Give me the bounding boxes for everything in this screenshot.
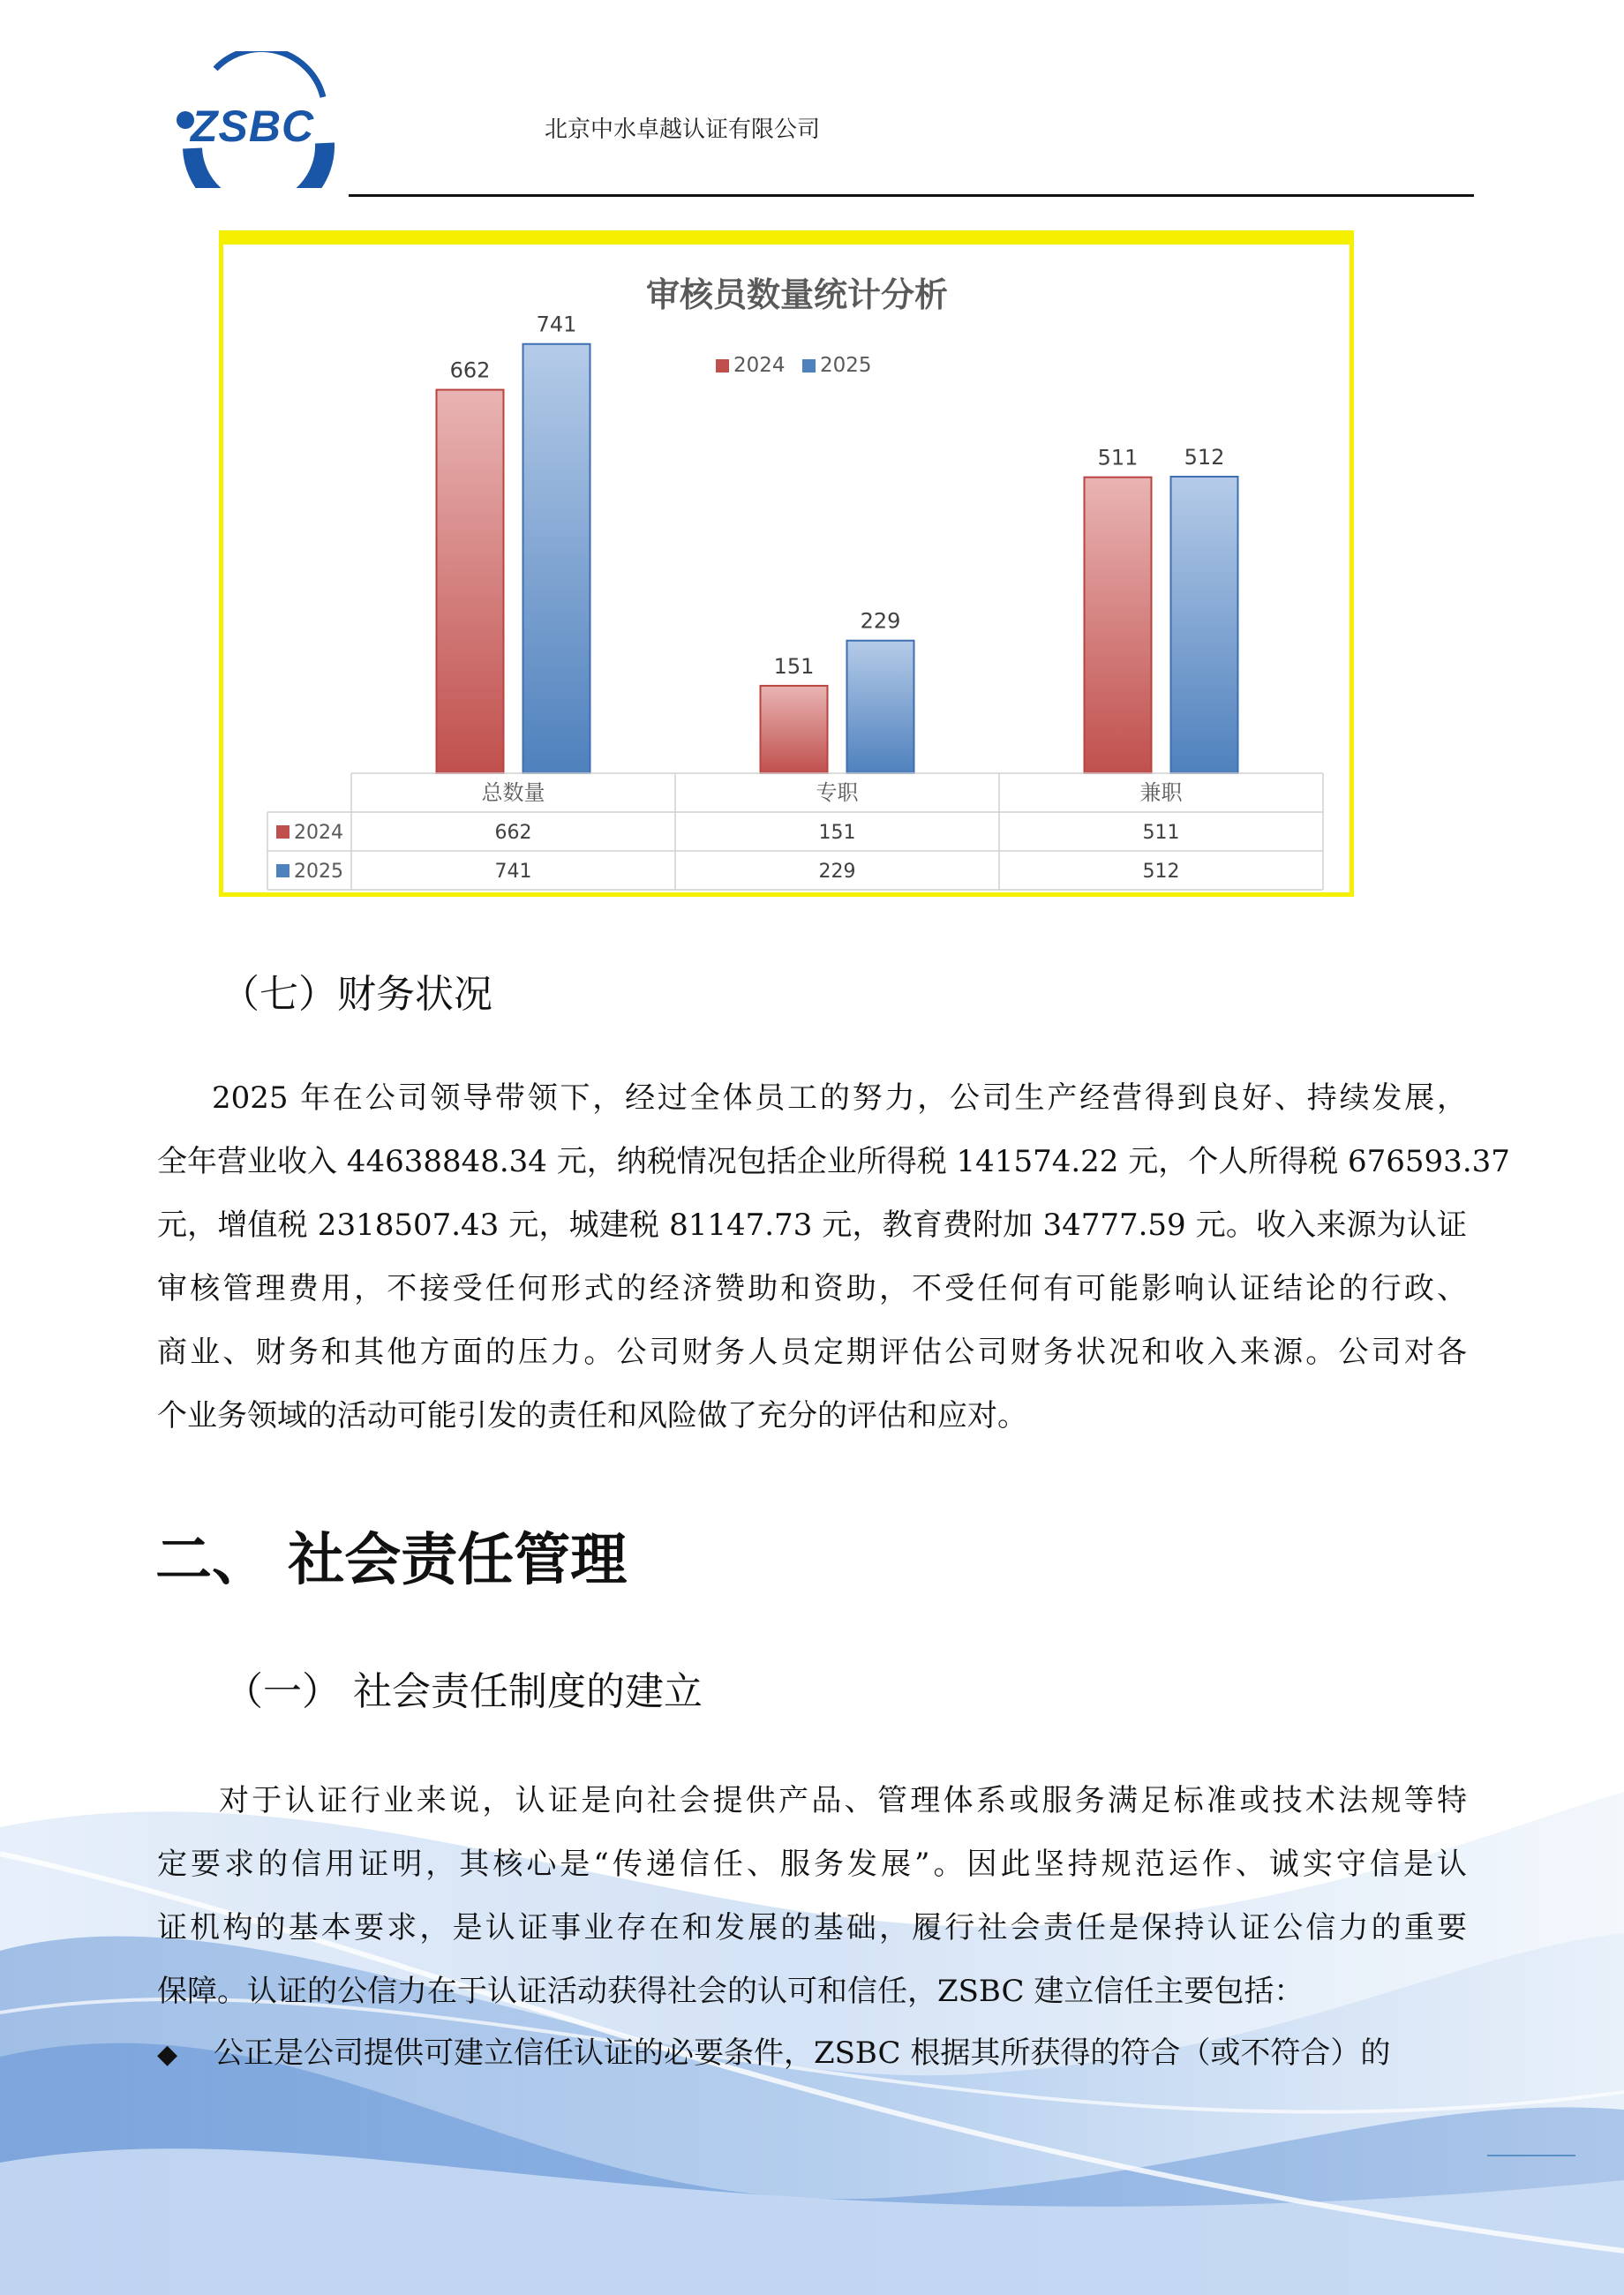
social-responsibility-paragraph [157,1769,1467,2023]
legend-label-2025: 2025 [820,354,872,377]
chart-legend [716,354,872,377]
chart-data-table [267,773,1323,890]
table-series-label: 2024 [294,822,343,844]
value-label-2025-0: 741 [536,312,577,337]
section-heading-finance: （七）财务状况 [221,972,492,1017]
table-cell: 229 [818,861,856,883]
subsection-heading-system: （一） 社会责任制度的建立 [224,1669,703,1714]
legend-label-2024: 2024 [733,354,786,377]
bar-2025-1 [847,641,914,773]
paragraph-line: 个业务领域的活动可能引发的责任和风险做了充分的评估和应对。 [157,1398,1027,1433]
paragraph-line: 审核管理费用，不接受任何形式的经济赞助和资助，不受任何有可能影响认证结论的行政、 [157,1271,1467,1306]
table-cell: 662 [494,822,532,844]
value-label-2025-2: 512 [1184,445,1225,470]
bullet-text: 公正是公司提供可建立信任认证的必要条件，ZSBC 根据其所获得的符合（或不符合）的 [214,2035,1391,2071]
paragraph-line: 定要求的信用证明，其核心是“传递信任、服务发展”。因此坚持规范运作、诚实守信是认 [157,1847,1467,1882]
company-name: 北京中水卓越认证有限公司 [545,117,821,143]
header-divider [349,194,1474,197]
page-decoration-line [1487,2155,1575,2156]
table-category-label: 专职 [816,780,859,805]
bar-2024-1 [761,686,828,773]
paragraph-line: 保障。认证的公信力在于认证活动获得社会的认可和信任，ZSBC 建立信任主要包括： [157,1974,1304,2009]
paragraph-line: 对于认证行业来说，认证是向社会提供产品、管理体系或服务满足标准或技术法规等特 [219,1783,1467,1818]
bullet-item-impartiality [157,2021,1467,2087]
table-cell: 511 [1142,822,1180,844]
table-legend-key-2025 [276,864,289,877]
bar-2025-0 [523,344,590,773]
logo-text: ZSBC [191,102,315,151]
chart-title: 审核员数量统计分析 [645,275,949,314]
auditor-count-chart [219,230,1354,897]
section-heading-social-responsibility: 二、 社会责任管理 [155,1528,628,1593]
paragraph-line: 元，增值税 2318507.43 元，城建税 81147.73 元，教育费附加 34777.59 元。收入来源为认证 [157,1208,1467,1243]
table-category-label: 总数量 [481,780,545,805]
chart-bars [437,344,1238,773]
table-cell: 151 [818,822,856,844]
bar-2025-2 [1171,477,1238,773]
paragraph-line: 2025 年在公司领导带领下，经过全体员工的努力，公司生产经营得到良好、持续发展， [212,1080,1467,1116]
value-label-2024-2: 511 [1097,445,1139,470]
value-label-2024-1: 151 [773,653,815,679]
value-label-2025-1: 229 [860,608,901,634]
finance-paragraph [157,1066,1510,1448]
paragraph-line: 证机构的基本要求，是认证事业存在和发展的基础，履行社会责任是保持认证公信力的重要 [157,1910,1467,1945]
company-logo [173,51,350,188]
paragraph-line: 全年营业收入 44638848.34 元，纳税情况包括企业所得税 141574.22 元，个人所得税 676593.37 [157,1144,1510,1179]
table-legend-key-2024 [276,825,289,839]
paragraph-line: 商业、财务和其他方面的压力。公司财务人员定期评估公司财务状况和收入来源。公司对各 [157,1335,1467,1370]
bar-2024-0 [437,390,504,773]
bar-2024-2 [1085,478,1152,773]
table-cell: 512 [1142,861,1180,883]
table-category-label: 兼职 [1139,780,1183,805]
diamond-bullet-icon: ◆ [157,2039,178,2070]
legend-swatch-2024 [716,359,729,372]
legend-swatch-2025 [802,359,816,372]
table-cell: 741 [494,861,532,883]
value-label-2024-0: 662 [449,357,491,383]
table-series-label: 2025 [294,861,343,883]
